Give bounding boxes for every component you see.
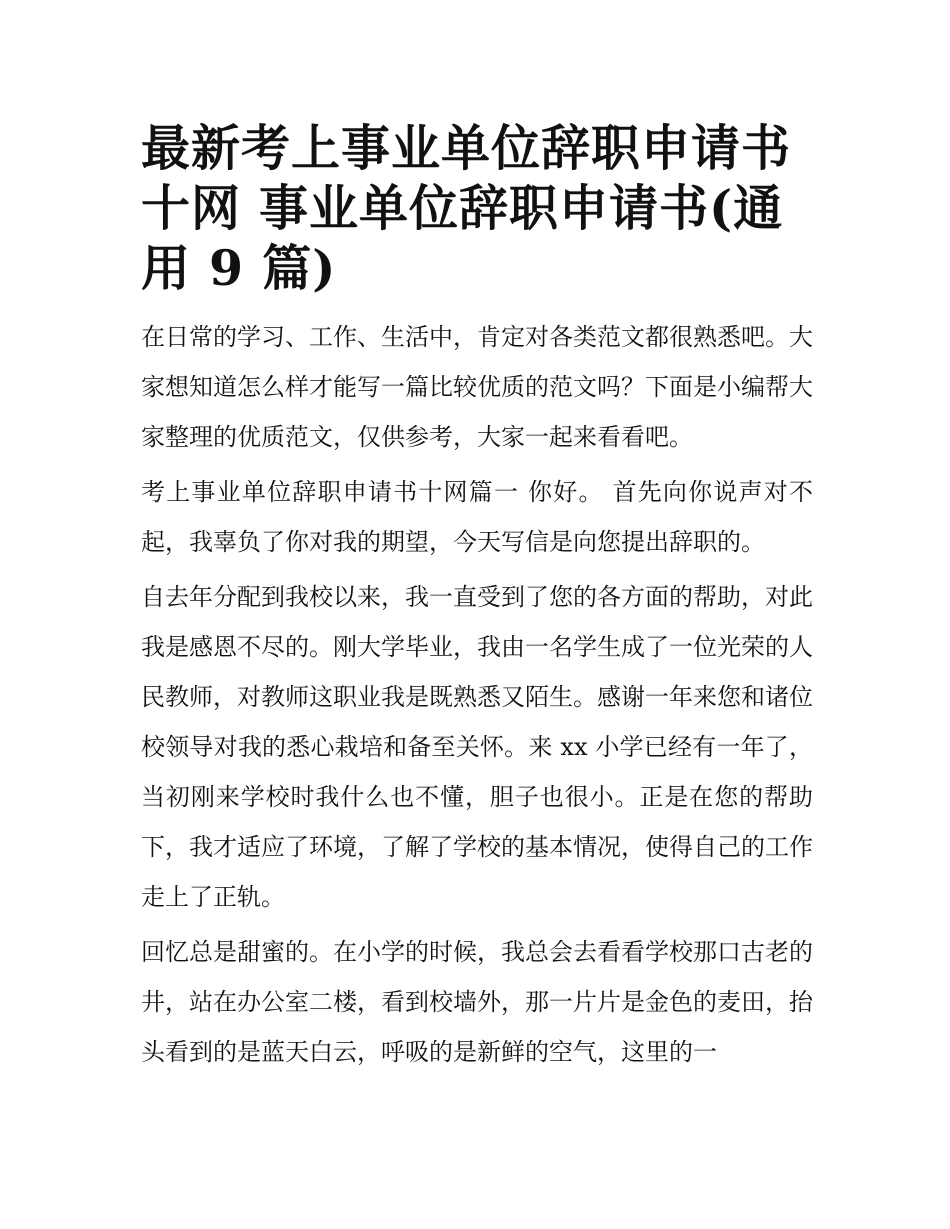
- document-title: 最新考上事业单位辞职申请书十网 事业单位辞职申请书(通用 9 篇): [141, 119, 792, 297]
- paragraph-letter-opening: 考上事业单位辞职申请书十网篇一 你好。 首先向你说声对不起，我辜负了你对我的期望，今天写信是向您提出辞职的。: [141, 478, 813, 556]
- paragraph-memories: 回忆总是甜蜜的。在小学的时候，我总会去看看学校那口古老的井，站在办公室二楼，看到校墙外，那一片片是金色的麦田，抬头看到的是蓝天白云，呼吸的是新鲜的空气，这里的一: [141, 938, 813, 1066]
- paragraph-intro: 在日常的学习、工作、生活中，肯定对各类范文都很熟悉吧。大家想知道怎么样才能写一篇比较优质的范文吗？下面是小编帮大家整理的优质范文，仅供参考，大家一起来看看吧。: [141, 323, 813, 451]
- document-body: [141, 118, 813, 1082]
- paragraph-gratitude: 自去年分配到我校以来，我一直受到了您的各方面的帮助，对此我是感恩不尽的。刚大学毕业，我由一名学生成了一位光荣的人民教师，对教师这职业我是既熟悉又陌生。感谢一年来您和诸位校领导对我的悉心栽培和备至关怀。来 xx 小学已经有一年了，当初刚来学校时我什么也不懂，胆子也很小。正是在您的帮助下，我才适应了环境，了解了学校的基本情况，使得自己的工作走上了正轨。: [141, 583, 813, 911]
